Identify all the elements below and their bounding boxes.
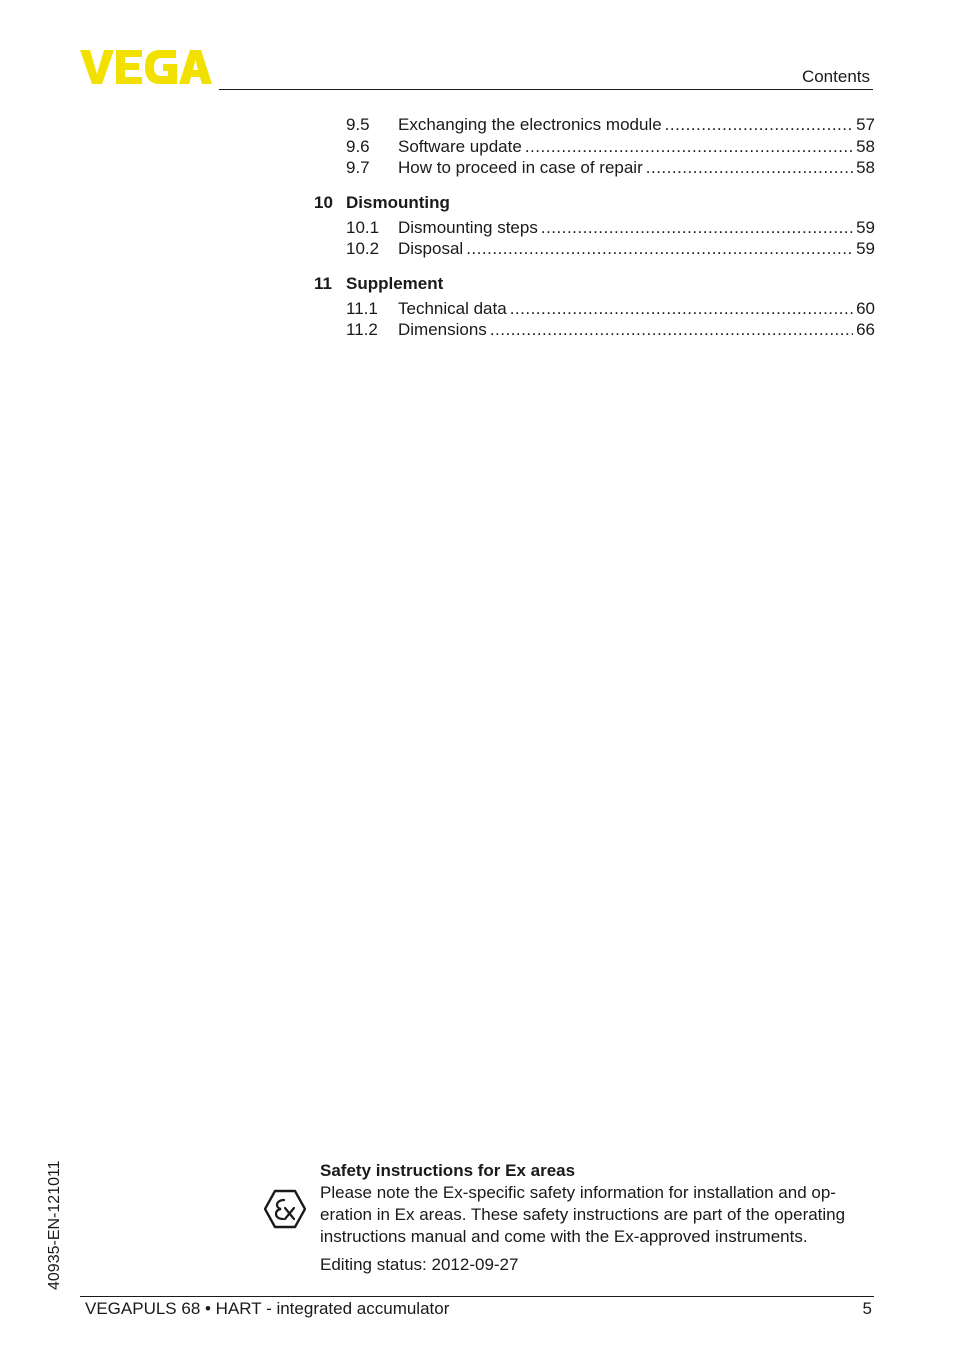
document-code: 40935-EN-121011 — [46, 1160, 63, 1290]
vega-logo — [80, 50, 212, 84]
toc-entry-title: Dimensions — [398, 320, 487, 339]
toc-entry-page: 60 — [856, 298, 875, 318]
toc-heading[interactable] — [314, 273, 875, 295]
toc-entry[interactable] — [314, 238, 875, 260]
toc-entry-page: 66 — [856, 320, 875, 339]
page-number: 5 — [862, 1299, 872, 1318]
toc-heading-number: 11 — [314, 273, 332, 293]
toc-heading-title: Supplement — [346, 273, 444, 293]
toc-entry-title: Exchanging the electronics module — [398, 115, 662, 134]
toc-section — [314, 114, 875, 179]
toc-entry-page: 57 — [856, 115, 875, 134]
toc-entry-number: 11.2 — [346, 320, 378, 339]
toc-heading[interactable] — [314, 192, 875, 214]
toc-heading-number: 10 — [314, 192, 333, 212]
toc-entry-page: 58 — [856, 136, 875, 156]
safety-body-line: eration in Ex areas. These safety instructions are part of the operating — [320, 1205, 846, 1224]
toc-section — [314, 192, 875, 260]
toc-heading-title: Dismounting — [346, 192, 450, 212]
toc-section — [314, 273, 875, 341]
toc-entry-title: Software update — [398, 136, 522, 156]
toc-entry-number: 9.5 — [346, 115, 370, 134]
toc-dot-leader — [510, 298, 853, 320]
toc-entry[interactable] — [314, 298, 875, 320]
footer-title: VEGAPULS 68 • HART - integrated accumulator — [85, 1299, 450, 1318]
toc-dot-leader — [525, 136, 853, 158]
toc-entry-number: 9.6 — [346, 136, 370, 156]
toc-entry-title: Disposal — [398, 239, 464, 258]
toc-entry-number: 10.2 — [346, 239, 380, 258]
toc-entry-title: Dismounting steps — [398, 217, 538, 237]
toc-dot-leader — [665, 114, 853, 136]
toc-entry-page: 58 — [856, 158, 875, 177]
toc-entry-page: 59 — [856, 217, 875, 237]
editing-status: Editing status: 2012-09-27 — [320, 1255, 519, 1274]
header-divider — [219, 89, 873, 90]
safety-body-line: Please note the Ex-specific safety information for installation and op- — [320, 1183, 836, 1202]
toc-dot-leader — [466, 238, 853, 260]
toc-entry-page: 59 — [856, 239, 875, 258]
header-section-label: Contents — [801, 67, 870, 86]
table-of-contents — [314, 114, 875, 354]
toc-entry[interactable] — [314, 157, 875, 179]
toc-entry-title: How to proceed in case of repair — [398, 158, 643, 177]
toc-entry-title: Technical data — [398, 298, 507, 318]
toc-entry-number: 10.1 — [346, 217, 380, 237]
safety-body-line: instructions manual and come with the Ex-approved instruments. — [320, 1227, 808, 1246]
safety-title: Safety instructions for Ex areas — [320, 1161, 576, 1180]
safety-instructions — [320, 1160, 876, 1276]
toc-entry[interactable] — [314, 136, 875, 158]
toc-dot-leader — [490, 319, 853, 341]
toc-entry-number: 11.1 — [346, 298, 378, 318]
toc-entry[interactable] — [314, 319, 875, 341]
toc-entry[interactable] — [314, 217, 875, 239]
ex-hexagon-icon — [264, 1188, 306, 1230]
footer-divider — [80, 1296, 874, 1297]
toc-dot-leader — [646, 157, 853, 179]
toc-dot-leader — [541, 217, 853, 239]
toc-entry-number: 9.7 — [346, 158, 370, 177]
toc-entry[interactable] — [314, 114, 875, 136]
